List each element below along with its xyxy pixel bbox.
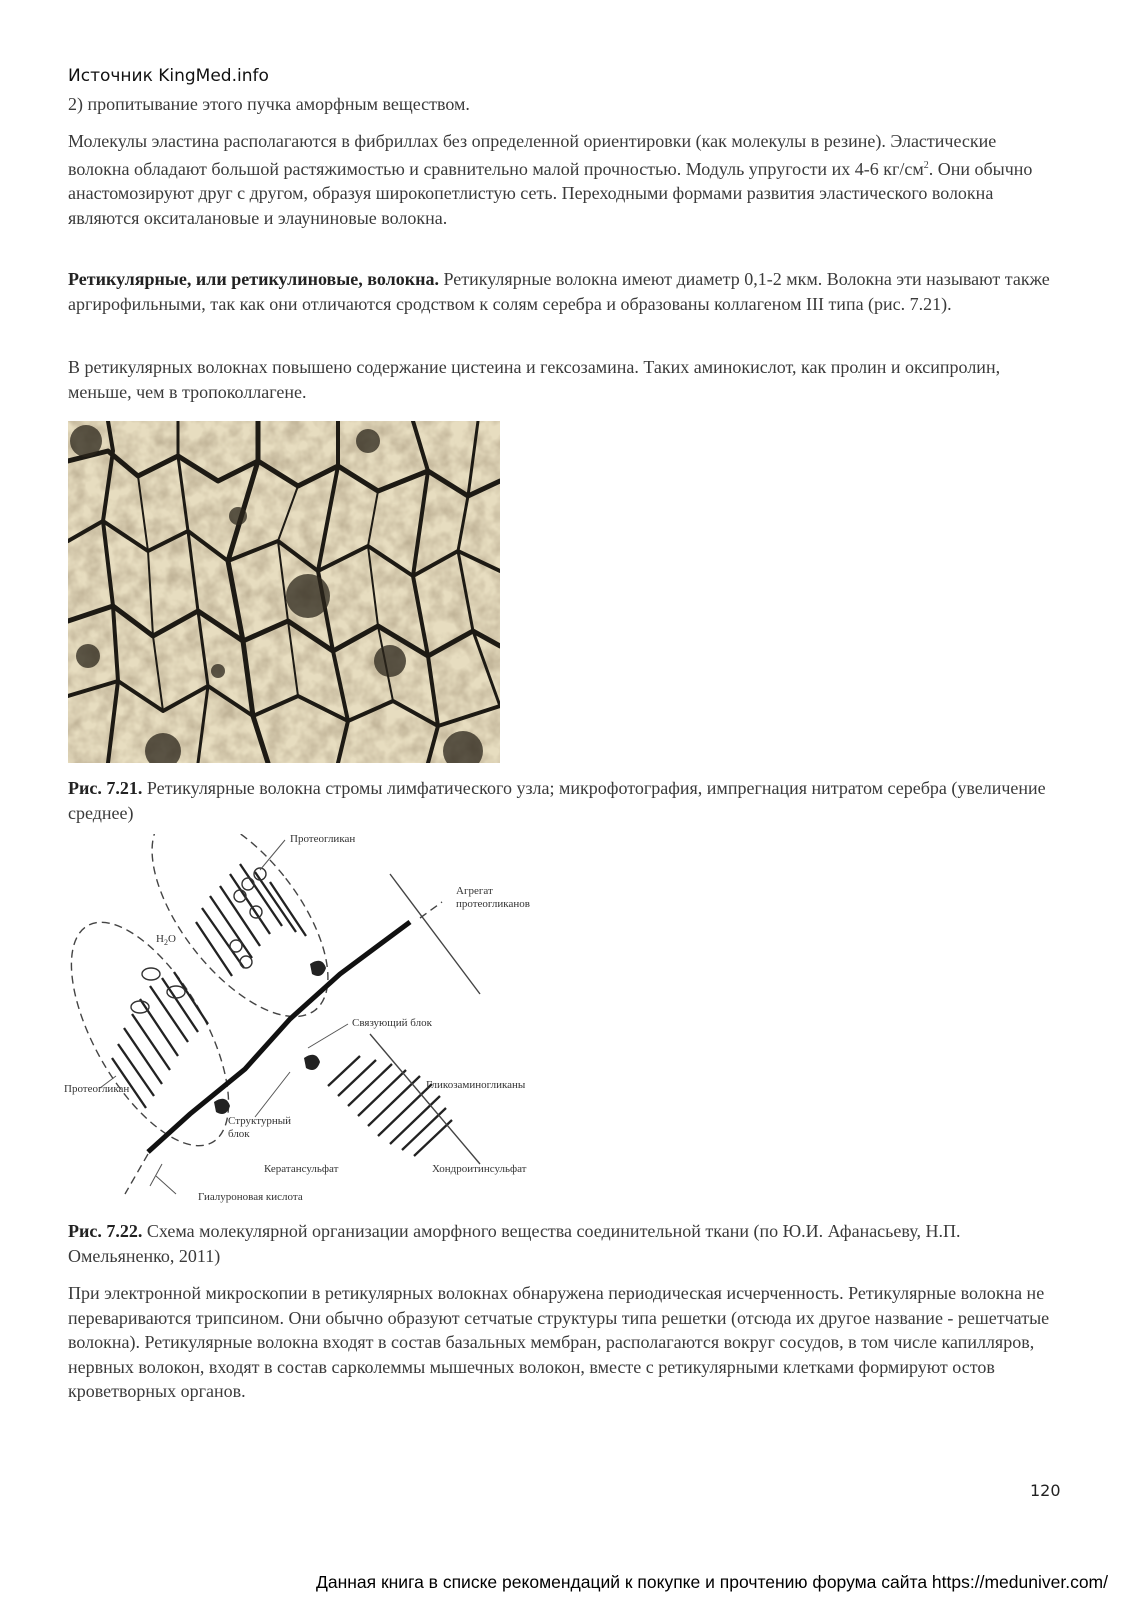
label-linking-block: Связующий блок	[352, 1017, 432, 1029]
paragraph-0: 2) пропитывание этого пучка аморфным веществом.	[68, 94, 470, 114]
figure-7-21-text: Ретикулярные волокна стромы лимфатического узла; микрофотография, импрегнация нитратом серебра (увеличение среднее)	[68, 778, 1046, 823]
figure-7-22-diagram	[60, 834, 580, 1224]
label-water-sub: 2	[163, 938, 168, 947]
paragraph-reticular	[68, 267, 1058, 316]
label-aggregate-line2: протеогликанов	[456, 898, 530, 910]
reticular-heading: Ретикулярные, или ретикулиновые, волокна.	[68, 269, 439, 289]
label-proteoglycan-left: Протеогликан	[64, 1083, 130, 1095]
label-water	[156, 933, 176, 947]
label-structural-line2: блок	[228, 1128, 250, 1140]
footer-note: Данная книга в списке рекомендаций к покупке и прочтению форума сайта https://meduniver.com/	[315, 1572, 1108, 1592]
figure-7-21-label: Рис. 7.21.	[68, 778, 143, 798]
figure-7-22-text: Схема молекулярной организации аморфного вещества соединительной ткани (по Ю.И. Афанасьеву, Н.П. Омельяненко, 2011)	[68, 1221, 961, 1266]
page-number: 120	[1030, 1481, 1061, 1500]
label-structural-line1: Структурный	[228, 1115, 292, 1127]
reticular-text: Ретикулярные волокна имеют диаметр 0,1-2 мкм. Волокна эти называют также аргирофильными, так как они отличаются сродством к солям серебра и образованы коллагеном III типа (рис. 7.21).	[68, 269, 1050, 314]
figure-7-22-caption	[68, 1219, 1058, 1268]
figure-7-22-label: Рис. 7.22.	[68, 1221, 143, 1241]
paragraph-elastin-part-a: Молекулы эластина располагаются в фибриллах без определенной ориентировки (как молекулы в резине). Эластические волокна обладают большой растяжимостью и сравнительно малой прочностью. Модуль упругости их 4-6 кг/см	[68, 131, 997, 179]
label-water-h: H	[156, 933, 164, 945]
paragraph-elastin-part-b: . Они обычно анастомозируют друг с другом, образуя широкопетлистую сеть. Переходными формами развития эластического волокна являются окситалановые и элауниновые волокна.	[68, 158, 1033, 228]
label-hyaluronic-acid: Гиалуроновая кислота	[198, 1191, 303, 1203]
label-proteoglycan-top: Протеогликан	[290, 834, 356, 845]
figure-7-21-caption	[68, 776, 1058, 825]
label-water-o: O	[167, 933, 176, 945]
label-aggregate-line1: Агрегат	[456, 885, 493, 897]
source-header: Источник KingMed.info	[68, 66, 269, 86]
paragraph-cysteine: В ретикулярных волокнах повышено содержание цистеина и гексозамина. Таких аминокислот, как пролин и оксипролин, меньше, чем в тропоколлагене.	[68, 357, 1001, 402]
label-glycosaminoglycans: Гликозаминогликаны	[426, 1079, 526, 1091]
paragraph-electron-microscopy: При электронной микроскопии в ретикулярных волокнах обнаружена периодическая исчерченность. Ретикулярные волокна не перевариваются трипсином. Они обычно образуют сетчатые структуры типа решетки (отсюда их другое название - решетчатые волокна). Ретикулярные волокна входят в состав базальных мембран, располагаются вокруг сосудов, в том числе капилляров, нервных волокон, входят в состав сарколеммы мышечных волокон, вместе с ретикулярными клетками формируют остов кроветворных органов.	[68, 1283, 1050, 1402]
label-chondroitin-sulfate: Хондроитинсульфат	[432, 1163, 527, 1175]
micrograph-reticular-fibers	[68, 421, 500, 763]
paragraph-elastin	[68, 129, 1058, 230]
superscript: 2	[923, 159, 929, 171]
label-keratan-sulfate: Кератансульфат	[264, 1163, 339, 1175]
